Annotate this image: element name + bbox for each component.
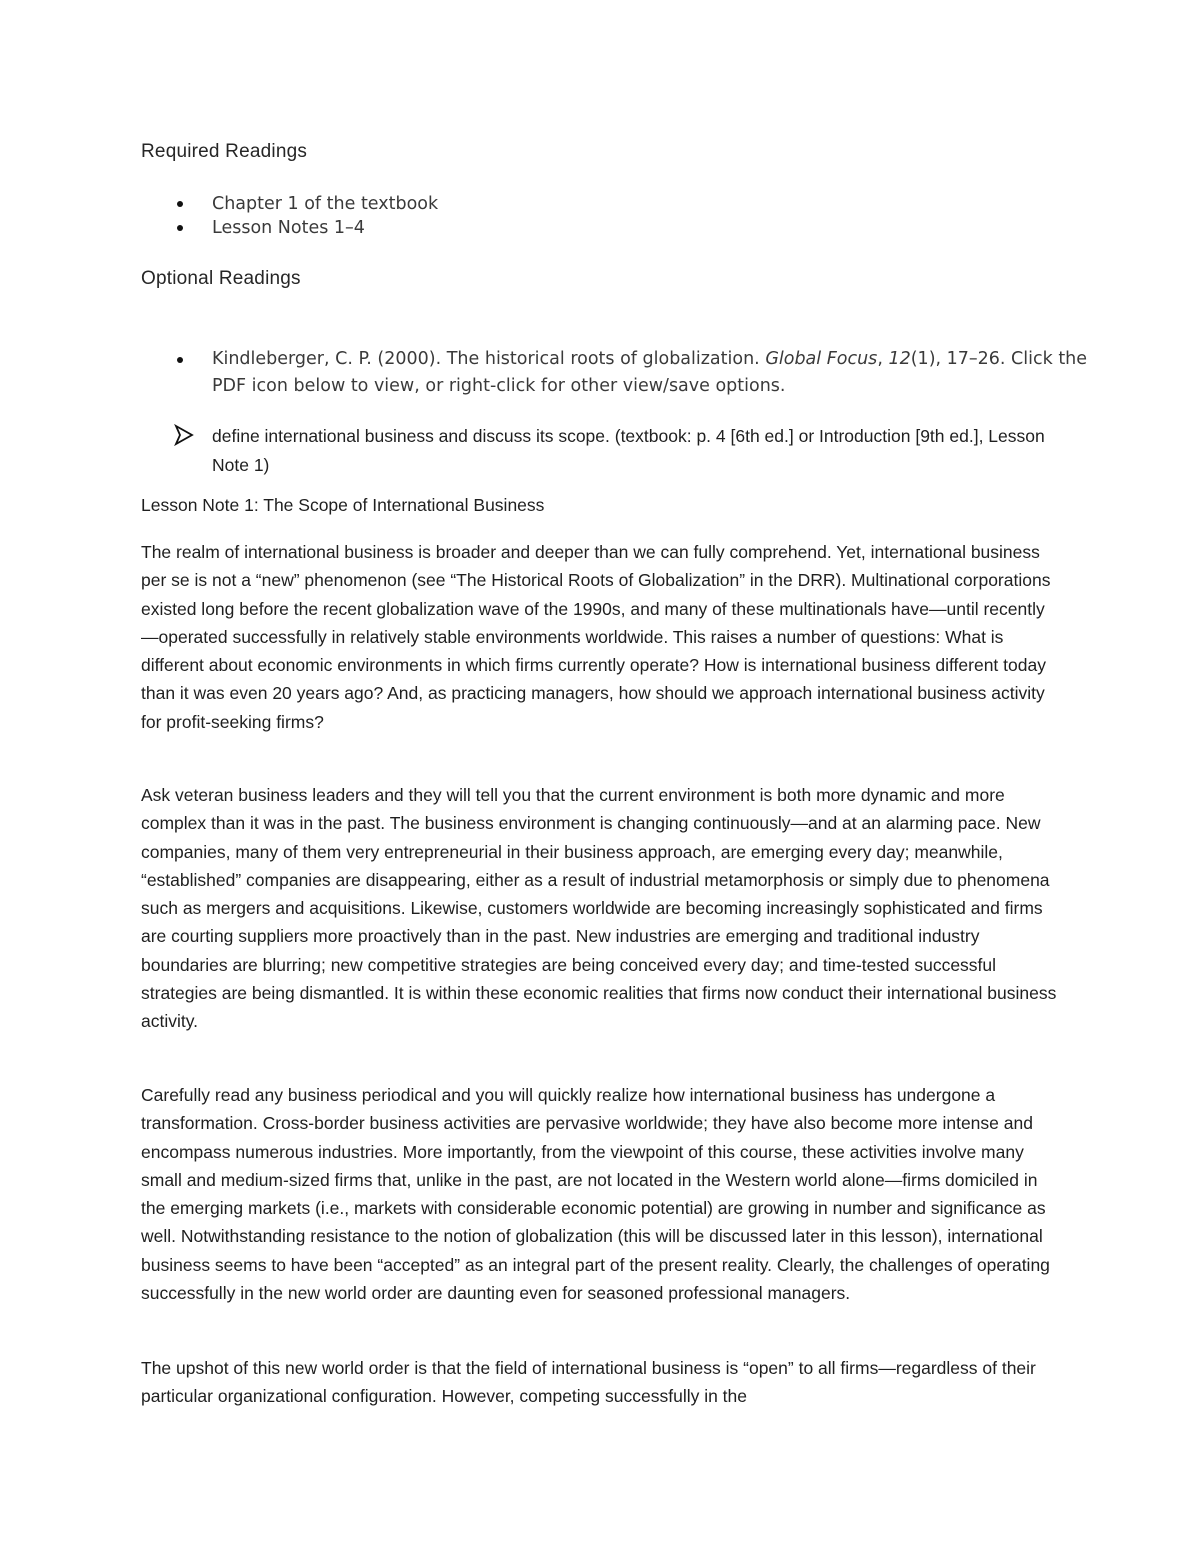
bullet-icon	[177, 225, 183, 231]
bullet-icon	[177, 201, 183, 207]
paragraph: The upshot of this new world order is that the field of international business is “open” to all firms—regardless of their particular organizational configuration. However, competing successfully in the	[141, 1358, 1036, 1407]
list-item	[141, 192, 438, 216]
bullet-icon	[177, 357, 183, 363]
list-item	[141, 216, 438, 240]
citation-journal: Global Focus	[765, 349, 878, 369]
citation-separator: ,	[877, 349, 889, 369]
citation-lead: Kindleberger, C. P. (2000). The historical roots of globalization.	[212, 349, 766, 369]
citation-volume: 12	[888, 349, 911, 369]
list-item-text: Chapter 1 of the textbook	[212, 194, 439, 214]
arrow-bullet-icon	[174, 424, 194, 446]
citation-tail: (1), 17–26. Click the PDF icon below to view, or right-click for other view/save options.	[212, 349, 1088, 396]
paragraph: Ask veteran business leaders and they will tell you that the current environment is both more dynamic and more complex than it was in the past. The business environment is changing continuously—and at an alarming pace. New companies, many of them very entrepreneurial in their business approach, are emerging every day; meanwhile, “established” companies are disappearing, either as a result of industrial metamorphosis or simply due to phenomena such as mergers and acquisitions. Likewise, customers worldwide are becoming increasingly sophisticated and firms are courting suppliers more proactively than in the past. New industries are emerging and traditional industry boundaries are blurring; new competitive strategies are being conceived every day; and time-tested successful strategies are being dismantled. It is within these economic realities that firms now conduct their international business activity.	[141, 785, 1057, 1032]
required-readings-heading: Required Readings	[141, 141, 308, 162]
learning-objective	[174, 422, 1064, 480]
learning-objective-text: define international business and discuss its scope. (textbook: p. 4 [6th ed.] or Introduction [9th ed.], Lesson Note 1)	[212, 426, 1045, 475]
required-readings-list	[141, 192, 438, 240]
optional-readings-list	[141, 346, 1112, 400]
paragraph: Carefully read any business periodical and you will quickly realize how international business has undergone a transformation. Cross-border business activities are pervasive worldwide; they have also become more intense and encompass numerous industries. More importantly, from the viewpoint of this course, these activities involve many small and medium-sized firms that, unlike in the past, are not located in the Western world alone—firms domiciled in the emerging markets (i.e., markets with considerable economic potential) are growing in number and significance as well. Notwithstanding resistance to the notion of globalization (this will be discussed later in this lesson), international business seems to have been “accepted” as an integral part of the present reality. Clearly, the challenges of operating successfully in the new world order are daunting even for seasoned professional managers.	[141, 1085, 1050, 1304]
citation-item	[141, 346, 1112, 400]
lesson-note-title: Lesson Note 1: The Scope of International Business	[141, 495, 545, 515]
optional-readings-heading: Optional Readings	[141, 268, 301, 289]
list-item-text: Lesson Notes 1–4	[212, 218, 365, 238]
paragraph: The realm of international business is broader and deeper than we can fully comprehend. Yet, international business per se is not a “new” phenomenon (see “The Historical Roots of Globalization” in the DRR). Multinational corporations existed long before the recent globalization wave of the 1990s, and many of these multinationals have—until recently—operated successfully in relatively stable environments worldwide. This raises a number of questions: What is different about economic environments in which firms currently operate? How is international business different today than it was even 20 years ago? And, as practicing managers, how should we approach international business activity for profit-seeking firms?	[141, 542, 1051, 732]
